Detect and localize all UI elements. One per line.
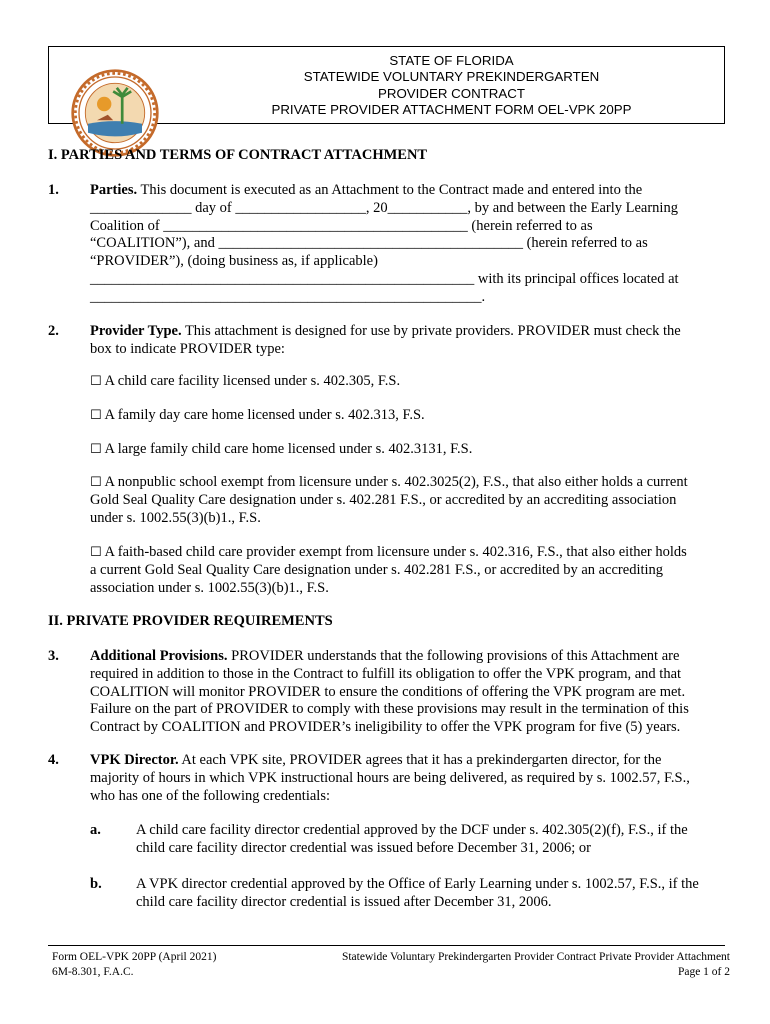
item-4-line: majority of hours in which VPK instructional hours are being delivered, as required by s. 1002.57, F.S., xyxy=(90,769,690,786)
item-2-number: 2. xyxy=(48,323,59,339)
item-1-line: ______________ day of __________________, 20___________, by and between the Early Learning xyxy=(90,199,678,216)
item-1-line: “PROVIDER”), (doing business as, if applicable) xyxy=(90,253,378,270)
item-4b-letter: b. xyxy=(90,876,102,892)
checkbox-icon[interactable]: ☐ xyxy=(90,408,102,423)
header-line-contract: PROVIDER CONTRACT xyxy=(377,85,525,101)
item-3-number: 3. xyxy=(48,648,59,664)
item-3-label: Additional Provisions. xyxy=(90,648,228,664)
item-1-line: “COALITION”), and __________________________________________ (herein referred to as xyxy=(90,235,648,252)
item-4a-letter: a. xyxy=(90,822,101,838)
checkbox-icon[interactable]: ☐ xyxy=(90,475,102,490)
provider-type-option[interactable]: ☐ A child care facility licensed under s. 402.305, F.S. xyxy=(90,373,401,389)
item-4a-text: A child care facility director credential approved by the DCF under s. 402.305(2)(f), F.S., if the child care facility director credential was issued before December 31, 2006; or xyxy=(136,822,688,856)
item-4-vpk-director xyxy=(90,752,730,805)
item-1-line: ______________________________________________________. xyxy=(90,288,486,305)
item-3-line: required in addition to those in the Contract to fulfill its obligation to offer the VPK program, and that xyxy=(90,665,682,682)
item-2-line: Provider Type. This attachment is designed for use by private providers. PROVIDER must check the xyxy=(90,323,681,339)
item-4-line: VPK Director. At each VPK site, PROVIDER agrees that it has a prekindergarten director, for the xyxy=(90,752,662,768)
item-4-line: who has one of the following credentials: xyxy=(90,787,330,804)
item-3-additional-provisions xyxy=(90,648,730,737)
item-3-line: Contract by COALITION and PROVIDER’s ineligibility to offer the VPK program for five (5) years. xyxy=(90,719,681,736)
checkbox-icon[interactable]: ☐ xyxy=(90,442,102,457)
item-1-line: _____________________________________________________ with its principal offices located at xyxy=(90,270,679,287)
item-1-line: Parties. This document is executed as an Attachment to the Contract made and entered into the xyxy=(90,182,643,198)
item-3-line: COALITION will monitor PROVIDER to ensure the conditions of offering the VPK program are met. xyxy=(90,683,686,700)
footer-right xyxy=(342,950,730,980)
item-3-line: Additional Provisions. PROVIDER understands that the following provisions of this Attachment are xyxy=(90,648,680,664)
item-2-provider-type xyxy=(90,323,730,359)
state-seal-icon xyxy=(70,68,160,158)
provider-type-option[interactable]: ☐ A large family child care home licensed under s. 402.3131, F.S. xyxy=(90,441,473,457)
header-line-state: STATE OF FLORIDA xyxy=(389,53,514,68)
section-1-heading: I. PARTIES AND TERMS OF CONTRACT ATTACHMENT xyxy=(48,147,428,163)
item-3-line: Failure on the part of PROVIDER to comply with these provisions may result in the termination of this xyxy=(90,701,689,718)
header-line-form: PRIVATE PROVIDER ATTACHMENT FORM OEL-VPK 20PP xyxy=(271,101,632,117)
footer-left xyxy=(52,950,216,980)
item-2-line: box to indicate PROVIDER type: xyxy=(90,340,285,357)
provider-type-option[interactable]: ☐ A faith-based child care provider exempt from licensure under s. 402.316, F.S., that also either holds a current Gold Seal Quality Care designation under s. 402.281 F.S., or accredited by an accrediting association under s. 1002.55(3)(b)1., F.S. xyxy=(90,544,687,596)
item-1-line: Coalition of __________________________________________ (herein referred to as xyxy=(90,217,593,234)
footer-page-number: Page 1 of 2 xyxy=(677,966,730,978)
footer-title: Statewide Voluntary Prekindergarten Provider Contract Private Provider Attachment xyxy=(341,951,730,963)
item-1-label: Parties. xyxy=(90,182,138,198)
item-1-parties xyxy=(90,182,730,307)
item-4b-text: A VPK director credential approved by the Office of Early Learning under s. 1002.57, F.S., if the child care facility director credential is issued after December 31, 2006. xyxy=(136,876,699,910)
footer-form-id: Form OEL-VPK 20PP (April 2021) xyxy=(52,951,217,963)
footer-rule-ref: 6M-8.301, F.A.C. xyxy=(52,966,134,978)
provider-type-option[interactable]: ☐ A nonpublic school exempt from licensure under s. 402.3025(2), F.S., that also either holds a current Gold Seal Quality Care designation under s. 402.281 F.S., or accredited by an accrediting association under s. 1002.55(3)(b)1., F.S. xyxy=(90,474,688,526)
checkbox-icon[interactable]: ☐ xyxy=(90,545,102,560)
item-4-label: VPK Director. xyxy=(90,752,179,768)
item-1-number: 1. xyxy=(48,182,59,198)
section-2-heading: II. PRIVATE PROVIDER REQUIREMENTS xyxy=(48,613,333,629)
header-line-program: STATEWIDE VOLUNTARY PREKINDERGARTEN xyxy=(303,69,600,85)
footer-divider xyxy=(48,945,725,946)
provider-type-option[interactable]: ☐ A family day care home licensed under s. 402.313, F.S. xyxy=(90,407,425,423)
item-4-number: 4. xyxy=(48,752,59,768)
item-2-label: Provider Type. xyxy=(90,323,182,339)
checkbox-icon[interactable]: ☐ xyxy=(90,374,102,389)
